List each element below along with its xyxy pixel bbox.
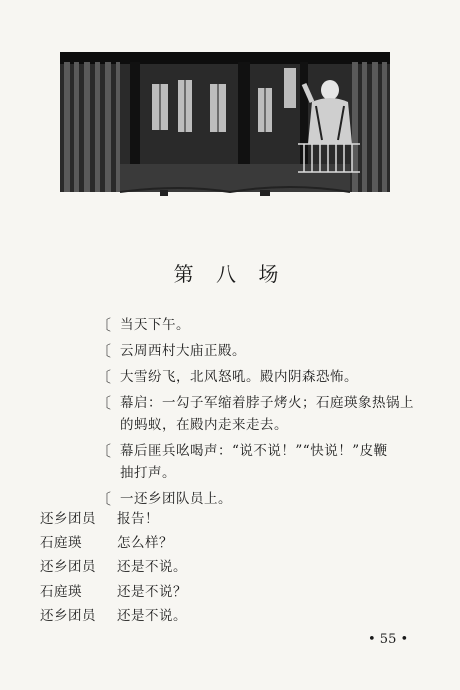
bracket-icon: 〔 (96, 490, 112, 508)
stage-direction-text: 云周西村大庙正殿。 (120, 343, 246, 359)
page-number: • 55 • (368, 632, 409, 647)
speaker-name: 还乡团员 (40, 511, 96, 527)
dialogue (40, 507, 420, 628)
stage-direction (96, 314, 441, 336)
bracket-icon: 〔 (96, 394, 112, 412)
dialogue-row (40, 555, 420, 575)
stage-direction (96, 392, 441, 436)
stage-direction-continuation: 抽打声。 (120, 465, 176, 481)
stage-direction (96, 340, 441, 362)
stage-directions (96, 314, 441, 514)
dialogue-line: 还是不说？ (117, 583, 187, 600)
dialogue-row (40, 580, 420, 600)
dialogue-line: 报告！ (117, 511, 159, 527)
dialogue-row (40, 531, 420, 551)
speaker-name: 还乡团员 (40, 607, 96, 624)
dialogue-line: 还是不说。 (117, 607, 187, 624)
speaker-name: 还乡团员 (40, 559, 96, 576)
dialogue-row (40, 604, 420, 624)
stage-direction-text: 幕后匪兵吆喝声：“说不说！”“快说！”皮鞭 (120, 443, 388, 459)
dialogue-row (40, 507, 420, 527)
stage-direction-text: 当天下午。 (120, 317, 190, 333)
dialogue-line: 还是不说。 (117, 559, 187, 576)
bracket-icon: 〔 (96, 316, 112, 334)
temple-hall-illustration (60, 44, 390, 204)
stage-direction (96, 440, 441, 484)
speaker-name: 石庭瑛 (40, 583, 82, 600)
stage-direction-text: 幕启：一勾子军缩着脖子烤火；石庭瑛象热锅上 (120, 395, 414, 411)
stage-direction-continuation: 的蚂蚁，在殿内走来走去。 (120, 417, 288, 433)
stage-direction-text: 一还乡团队员上。 (120, 491, 232, 507)
dialogue-line: 怎么样？ (117, 535, 173, 552)
stage-direction (96, 366, 441, 388)
bracket-icon: 〔 (96, 442, 112, 460)
scene-title: 第 八 场 (173, 262, 287, 286)
bracket-icon: 〔 (96, 342, 112, 360)
speaker-name: 石庭瑛 (40, 535, 82, 552)
bracket-icon: 〔 (96, 368, 112, 386)
stage-direction-text: 大雪纷飞，北风怒吼。殿内阴森恐怖。 (120, 369, 358, 385)
